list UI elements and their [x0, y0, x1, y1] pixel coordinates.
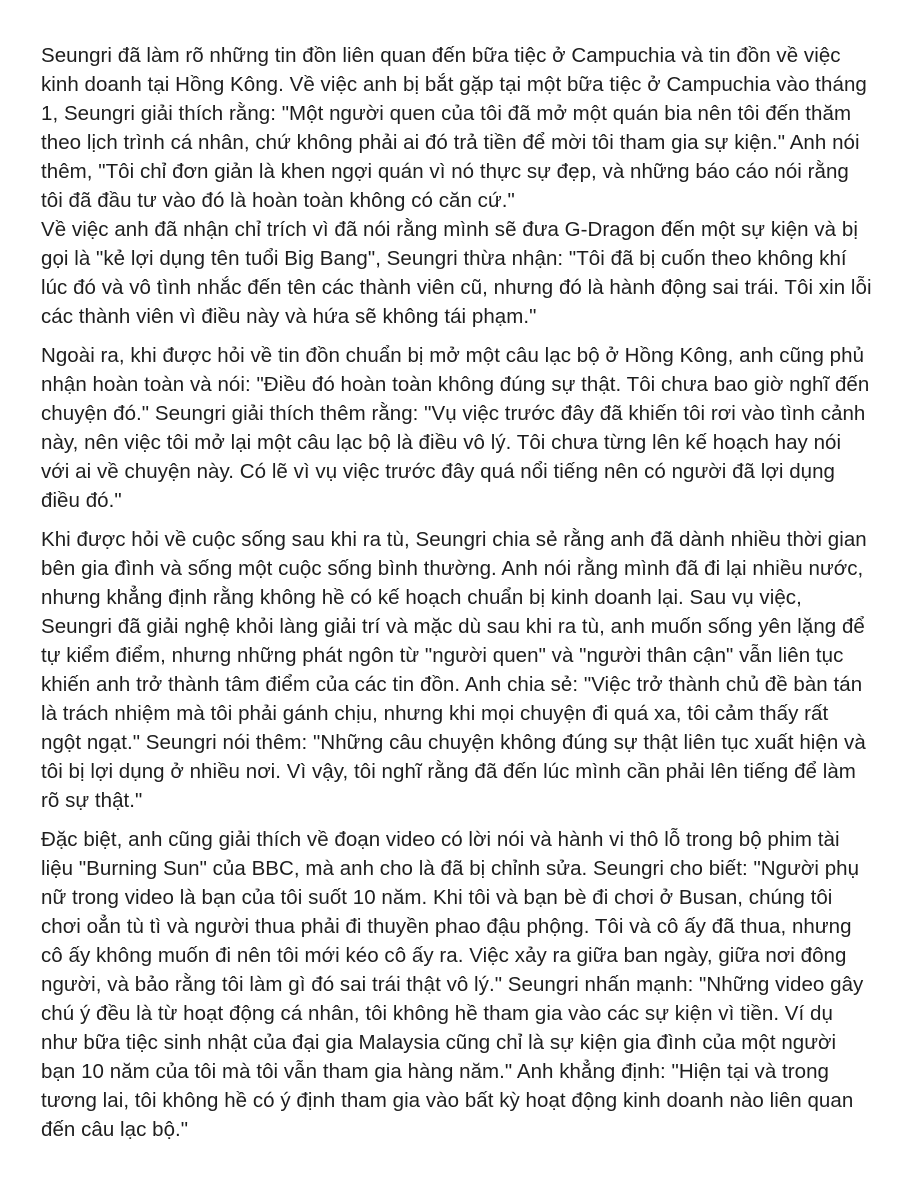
paragraph-bbc-documentary: Đặc biệt, anh cũng giải thích về đoạn video có lời nói và hành vi thô lỗ trong bộ phim tài liệu "Burning Sun" của BBC, mà anh cho là đã bị chỉnh sửa. Seungri cho biết: "Người phụ nữ trong video là bạn của tôi suốt 10 năm. Khi tôi và bạn bè đi chơi ở Busan, chúng tôi chơi oẳn tù tì và người thua phải đi thuyền phao đậu phộng. Tôi và cô ấy đã thua, nhưng cô ấy không muốn đi nên tôi mới kéo cô ấy ra. Việc xảy ra giữa ban ngày, giữa nơi đông người, và bảo rằng tôi làm gì đó sai trái thật vô lý." Seungri nhấn mạnh: "Những video gây chú ý đều là từ hoạt động cá nhân, tôi không hề tham gia vào các sự kiện vì tiền. Ví dụ như bữa tiệc sinh nhật của đại gia Malaysia cũng chỉ là sự kiện gia đình của một người bạn 10 năm của tôi mà tôi vẫn tham gia hàng năm." Anh khẳng định: "Hiện tại và trong tương lai, tôi không hề có ý định tham gia vào bất kỳ hoạt động kinh doanh nào liên quan đến câu lạc bộ." — [41, 828, 864, 1141]
paragraph-life-after-prison: Khi được hỏi về cuộc sống sau khi ra tù, Seungri chia sẻ rằng anh đã dành nhiều thời gian bên gia đình và sống một cuộc sống bình thường. Anh nói rằng mình đã đi lại nhiều nước, nhưng khẳng định rằng không hề có kế hoạch chuẩn bị kinh doanh lại. Sau vụ việc, Seungri đã giải nghệ khỏi làng giải trí và mặc dù sau khi ra tù, anh muốn sống yên lặng để tự kiểm điểm, nhưng những phát ngôn từ "người quen" và "người thân cận" vẫn liên tục khiến anh trở thành tâm điểm của các tin đồn. Anh chia sẻ: "Việc trở thành chủ đề bàn tán là trách nhiệm mà tôi phải gánh chịu, nhưng khi mọi chuyện đi quá xa, tôi cảm thấy rất ngột ngạt." Seungri nói thêm: "Những câu chuyện không đúng sự thật liên tục xuất hiện và tôi bị lợi dụng ở nhiều nơi. Vì vậy, tôi nghĩ rằng đã đến lúc mình cần phải lên tiếng để làm rõ sự thật." — [41, 528, 867, 812]
paragraph-gdragon-apology: Về việc anh đã nhận chỉ trích vì đã nói rằng mình sẽ đưa G-Dragon đến một sự kiện và bị gọi là "kẻ lợi dụng tên tuổi Big Bang", Seungri thừa nhận: "Tôi đã bị cuốn theo không khí lúc đó và vô tình nhắc đến tên các thành viên cũ, nhưng đó là hành động sai trái. Tôi xin lỗi các thành viên vì điều này và hứa sẽ không tái phạm." — [41, 218, 872, 328]
paragraph-hongkong-club: Ngoài ra, khi được hỏi về tin đồn chuẩn bị mở một câu lạc bộ ở Hồng Kông, anh cũng phủ nhận hoàn toàn và nói: "Điều đó hoàn toàn không đúng sự thật. Tôi chưa bao giờ nghĩ đến chuyện đó." Seungri giải thích thêm rằng: "Vụ việc trước đây đã khiến tôi rơi vào tình cảnh này, nên việc tôi mở lại một câu lạc bộ là điều vô lý. Tôi chưa từng lên kế hoạch hay nói với ai về chuyện này. Có lẽ vì vụ việc trước đây quá nổi tiếng nên có người đã lợi dụng điều đó." — [41, 344, 870, 512]
paragraph-cambodia-party: Seungri đã làm rõ những tin đồn liên quan đến bữa tiệc ở Campuchia và tin đồn về việc kinh doanh tại Hồng Kông. Về việc anh bị bắt gặp tại một bữa tiệc ở Campuchia vào tháng 1, Seungri giải thích rằng: "Một người quen của tôi đã mở một quán bia nên tôi đến thăm theo lịch trình cá nhân, chứ không phải ai đó trả tiền để mời tôi tham gia sự kiện." Anh nói thêm, "Tôi chỉ đơn giản là khen ngợi quán vì nó thực sự đẹp, và những báo cáo nói rằng tôi đã đầu tư vào đó là hoàn toàn không có căn cứ." — [41, 44, 867, 212]
